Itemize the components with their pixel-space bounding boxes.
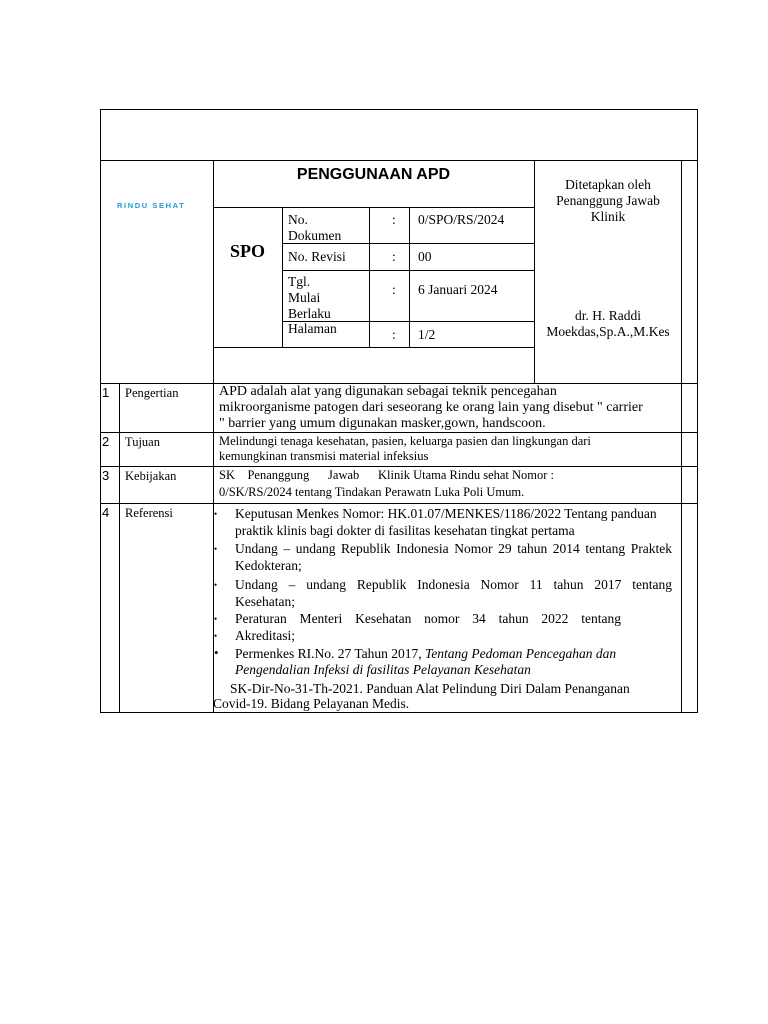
section-4-name: Referensi [125, 506, 173, 520]
section-2-name: Tujuan [125, 435, 160, 449]
ref-5-line-1: Akreditasi; [235, 628, 295, 643]
title-divider [213, 207, 534, 208]
ref-4-line-1: Peraturan Menteri Kesehatan nomor 34 tahun 2022 tentang [235, 611, 621, 626]
section-3-line-1: SK Penanggung Jawab Klinik Utama Rindu sehat Nomor : [219, 468, 555, 482]
section-4-number: 4 [102, 505, 110, 520]
ref-bullet-1: • [214, 509, 218, 519]
label-col-divider [369, 207, 370, 348]
num-col-divider [119, 383, 120, 713]
ref-6-line-1-regular: Permenkes RI.No. 27 Tahun 2017, [235, 646, 426, 661]
field-no-revisi-label: No. Revisi [288, 249, 346, 264]
ref-2-line-2: Kedokteran; [235, 558, 302, 573]
section-3-line-2: 0/SK/RS/2024 tentang Tindakan Perawatn Luka Poli Umum. [219, 485, 525, 499]
section-divider-4 [100, 503, 698, 504]
field-tgl-colon: : [392, 282, 396, 297]
field-tgl-label-2: Mulai [288, 290, 321, 305]
spo-label: SPO [229, 241, 265, 261]
field-tgl-label-1: Tgl. [288, 274, 311, 289]
field-no-revisi-colon: : [392, 249, 396, 264]
ref-tail-line-1: SK-Dir-No-31-Th-2021. Panduan Alat Pelindung Diri Dalam Penanganan [230, 681, 630, 696]
ref-1-line-2: praktik klinis bagi dokter di fasilitas kesehatan tingkat pertama [235, 523, 575, 538]
rindu-sehat-logo: RINDU SEHAT [117, 201, 186, 210]
signatory-line-1: dr. H. Raddi [575, 308, 641, 323]
field-no-revisi-value: 00 [418, 249, 432, 264]
section-1-line-3: " barrier yang umum digunakan masker,gown, handscoon. [219, 416, 546, 431]
field-no-dokumen-value: 0/SPO/RS/2024 [418, 212, 505, 227]
section-2-line-1: Melindungi tenaga kesehatan, pasien, keluarga pasien dan lingkungan dari [219, 434, 591, 448]
section-divider-2 [100, 432, 698, 433]
approval-line-3: Klinik [590, 209, 626, 224]
ref-bullet-5: • [214, 631, 218, 641]
ref-6-line-1-italic: Tentang Pedoman Pencegahan dan [425, 646, 617, 661]
approval-line-1: Ditetapkan oleh [565, 177, 651, 192]
table-border-left [100, 109, 101, 713]
section-2-line-2: kemungkinan transmisi material infeksius [219, 449, 429, 463]
field-row-divider-4 [213, 347, 534, 348]
ref-1-line-1: Keputusan Menkes Nomor: HK.01.07/MENKES/1186/2022 Tentang panduan [235, 506, 657, 521]
ref-6-line-2: Pengendalian Infeksi di fasilitas Pelayanan Kesehatan [235, 662, 531, 677]
right-margin-col [681, 160, 682, 713]
section-1-line-1: APD adalah alat yang digunakan sebagai teknik pencegahan [219, 384, 557, 399]
field-halaman-colon: : [392, 327, 396, 342]
spo-col-divider [282, 207, 283, 348]
section-1-name: Pengertian [125, 386, 179, 400]
ref-bullet-6: • [214, 645, 219, 660]
field-no-dokumen-label-1: No. [288, 212, 308, 227]
field-tgl-value: 6 Januari 2024 [418, 282, 498, 297]
approval-line-2: Penanggung Jawab [556, 193, 660, 208]
field-halaman-label: Halaman [288, 321, 337, 336]
ref-3-line-1: Undang – undang Republik Indonesia Nomor 11 tahun 2017 tentang [235, 577, 672, 592]
ref-tail-line-2: Covid-19. Bidang Pelayanan Medis. [213, 696, 410, 711]
section-3-name: Kebijakan [125, 469, 177, 483]
ref-bullet-4: • [214, 614, 218, 624]
ref-2-line-1: Undang – undang Republik Indonesia Nomor 29 tahun 2014 tentang Praktek [235, 541, 672, 556]
ref-6-line-1 [235, 646, 616, 662]
section-2-number: 2 [102, 434, 110, 449]
colon-col-divider [409, 207, 410, 348]
field-halaman-value: 1/2 [418, 327, 436, 342]
field-tgl-label-3: Berlaku [288, 306, 331, 321]
ref-bullet-2: • [214, 544, 218, 554]
table-border-right [697, 109, 698, 713]
ref-3-line-2: Kesehatan; [235, 594, 295, 609]
document-title: PENGGUNAAN APD [296, 166, 451, 183]
section-3-number: 3 [102, 468, 110, 483]
table-border-top [100, 109, 698, 110]
field-no-dokumen-label-2: Dokumen [288, 228, 342, 243]
field-no-dokumen-colon: : [392, 212, 396, 227]
field-row-divider-2 [282, 270, 534, 271]
header-divider [100, 160, 698, 161]
signatory-line-2: Moekdas,Sp.A.,M.Kes [546, 324, 670, 339]
ref-bullet-3: • [214, 580, 218, 590]
table-border-bottom [100, 712, 698, 713]
section-1-number: 1 [102, 385, 110, 400]
section-1-line-2: mikroorganisme patogen dari seseorang ke orang lain yang disebut " carrier [219, 400, 643, 415]
